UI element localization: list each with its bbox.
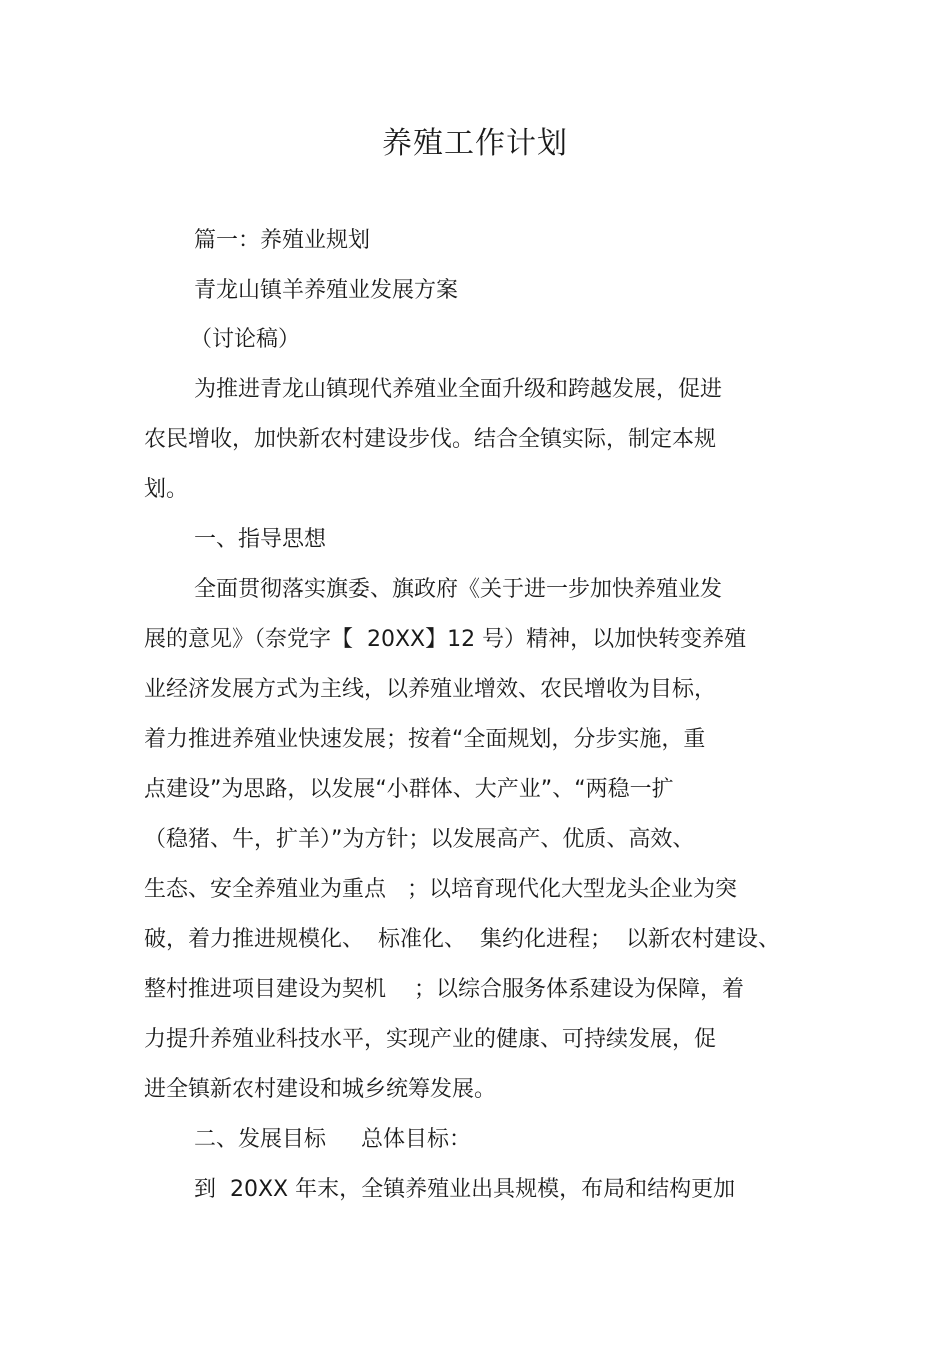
- paragraph-line: 点建设”为思路，以发展“小群体、大产业”、“两稳一扩: [144, 777, 674, 802]
- paragraph-line: 为推进青龙山镇现代养殖业全面升级和跨越发展，促进: [194, 377, 723, 402]
- plan-title: 青龙山镇羊养殖业发展方案: [194, 278, 459, 303]
- paragraph-line: 业经济发展方式为主线，以养殖业增效、农民增收为目标，: [144, 677, 717, 702]
- paragraph-line: 破，着力推进规模化、 标准化、 集约化进程； 以新农村建设、: [144, 927, 780, 952]
- section-heading-guiding-ideology: 一、指导思想: [194, 527, 327, 552]
- document-title: 养殖工作计划: [382, 126, 568, 161]
- paragraph-line: （稳猪、牛，扩羊）”为方针；以发展高产、优质、高效、: [144, 827, 695, 852]
- paragraph-line: 进全镇新农村建设和城乡统筹发展。: [144, 1077, 497, 1102]
- section-heading-part-one: 篇一：养殖业规划: [194, 228, 371, 253]
- paragraph-line: 力提升养殖业科技水平，实现产业的健康、可持续发展，促: [144, 1027, 717, 1052]
- paragraph-line: 全面贯彻落实旗委、旗政府《关于进一步加快养殖业发: [194, 577, 723, 602]
- paragraph-line: 展的意见》（奈党字【 20XX】12 号）精神，以加快转变养殖: [144, 627, 747, 652]
- paragraph-line: 划。: [144, 477, 189, 502]
- paragraph-line: 着力推进养殖业快速发展；按着“全面规划，分步实施，重: [144, 727, 706, 752]
- paragraph-line: 农民增收，加快新农村建设步伐。结合全镇实际，制定本规: [144, 427, 717, 452]
- paragraph-line: 整村推进项目建设为契机 ；以综合服务体系建设为保障，着: [144, 977, 744, 1002]
- paragraph-line: 生态、安全养殖业为重点 ；以培育现代化大型龙头企业为突: [144, 877, 737, 902]
- draft-note: （讨论稿）: [190, 327, 301, 352]
- paragraph-line: 到 20XX 年末，全镇养殖业出具规模，布局和结构更加: [194, 1177, 736, 1202]
- section-heading-development-goals: 二、发展目标 总体目标：: [194, 1127, 471, 1152]
